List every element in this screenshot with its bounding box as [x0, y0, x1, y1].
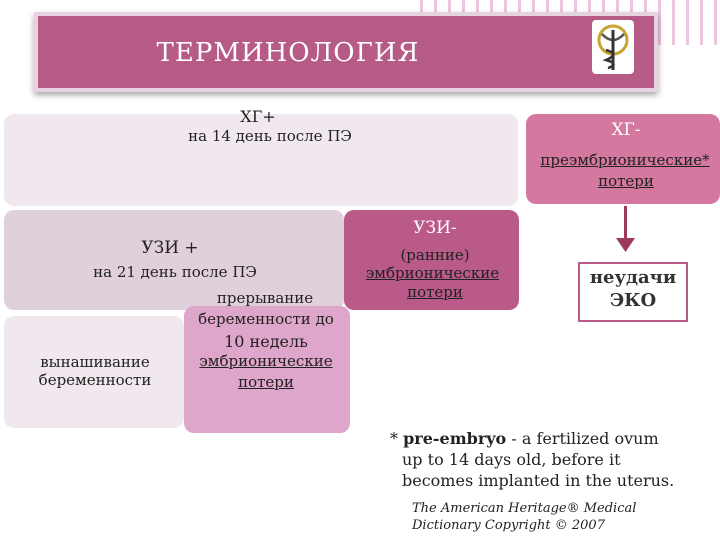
carrying-line1: вынашивание: [40, 353, 150, 371]
us-negative-embryonic: эмбрионические: [365, 264, 500, 282]
footnote-star: *: [390, 429, 398, 448]
footnote-def-1: - a fertilized ovum: [511, 429, 659, 448]
carrying-line2: беременности: [38, 371, 152, 389]
ivf-failure-line1: неудачи: [589, 267, 677, 288]
us-positive-day: на 21 день после ПЭ: [93, 263, 257, 281]
source-line-2: Dictionary Copyright © 2007: [412, 518, 605, 533]
source-line-1: The American Heritage® Medical: [412, 501, 637, 516]
page-title: ТЕРМИНОЛОГИЯ: [156, 38, 420, 68]
us-negative-losses: потери: [407, 283, 463, 301]
hcg-negative-label: ХГ-: [611, 120, 641, 140]
hcg-positive-day: на 14 день после ПЭ: [188, 127, 352, 145]
footnote: [390, 428, 710, 491]
source-citation: [412, 500, 712, 534]
title-banner: [34, 12, 658, 92]
us-negative-early: (ранние): [400, 246, 470, 264]
termination-line2: беременности до: [198, 310, 334, 328]
hcg-negative-losses-2: потери: [598, 172, 654, 190]
footnote-def-3: becomes implanted in the uterus.: [402, 471, 675, 490]
termination-line4: эмбрионические: [199, 352, 333, 370]
ivf-failure-line2: ЭКО: [609, 290, 657, 311]
termination-line3: 10 недель: [224, 332, 308, 351]
hcg-positive-label: ХГ+: [240, 107, 276, 126]
footnote-def-2: up to 14 days old, before it: [402, 450, 621, 469]
us-negative-label: УЗИ-: [413, 218, 457, 238]
us-positive-label: УЗИ +: [141, 238, 199, 258]
caduceus-icon: [592, 20, 634, 74]
hcg-negative-losses: преэмбрионические*: [540, 151, 710, 169]
down-arrow: [624, 206, 627, 240]
termination-line1: прерывание: [216, 289, 314, 307]
arrow-head-icon: [616, 238, 635, 252]
footnote-term: pre-embryo: [403, 429, 507, 448]
termination-line5: потери: [238, 373, 294, 391]
